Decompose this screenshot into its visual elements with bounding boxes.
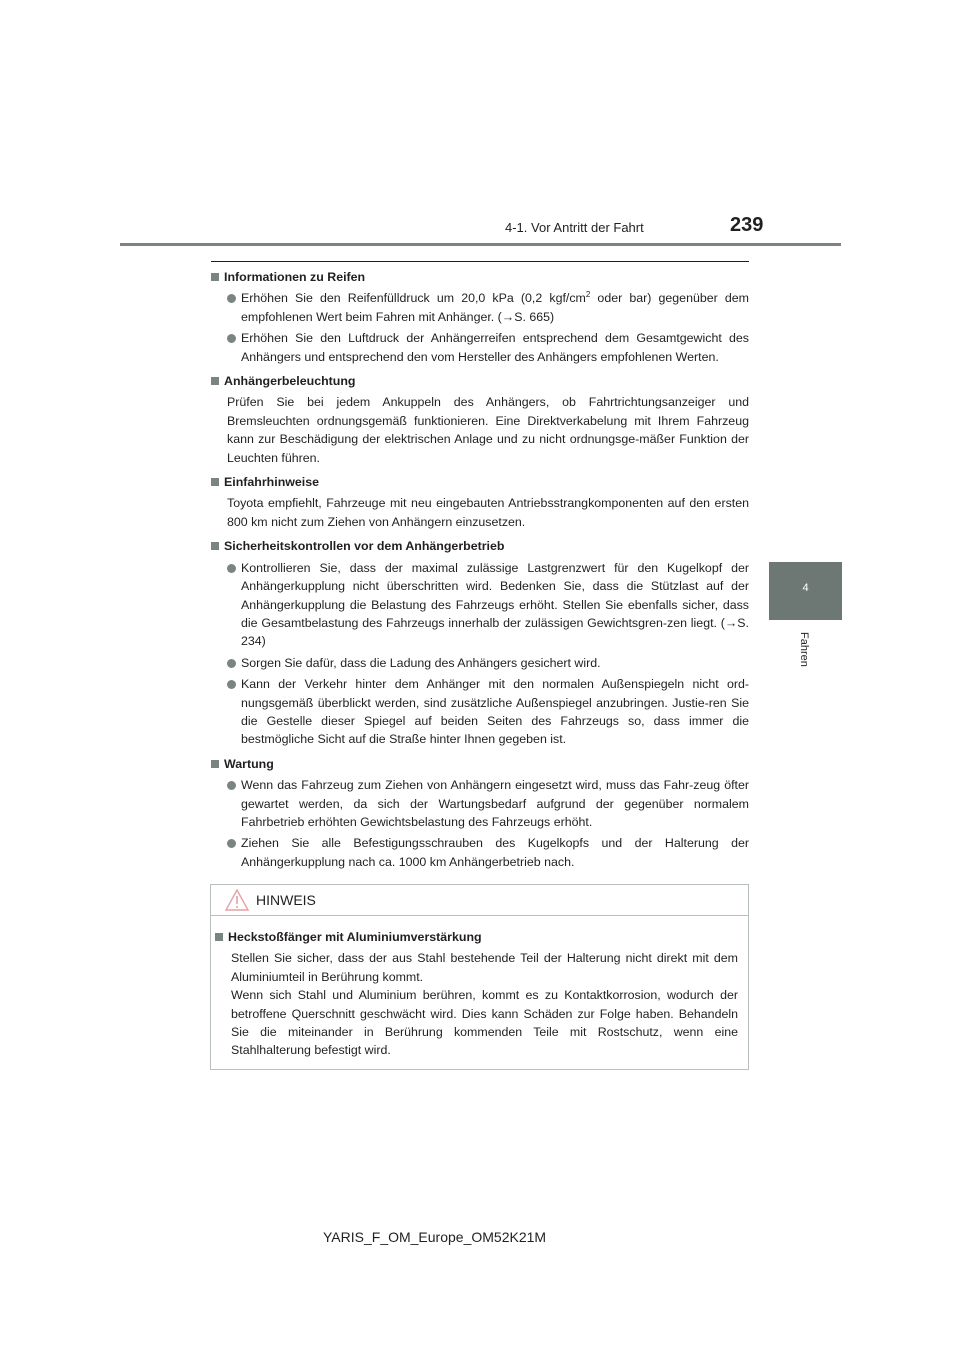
section-beleuchtung: [211, 372, 749, 467]
section-title: Anhängerbeleuchtung: [211, 372, 749, 390]
square-bullet-icon: [211, 478, 219, 486]
section-title: Einfahrhinweise: [211, 473, 749, 491]
notice-text: Stellen Sie sicher, dass der aus Stahl bestehende Teil der Halterung nicht direkt mit dem Aluminiumteil in Berührung kommt. Wenn sich Stahl und Aluminium berühren, kommt es zu Kontaktkorrosion, wodurch der betroffene Querschnitt geschwächt wird. Dies kann Schäden zur Folge haben. Behandeln Sie die miteinander in Berührung kommenden Teile mit Rostschutz, wenn eine Stahlhalterung befestigt wird.: [231, 951, 738, 1058]
list-item: Ziehen Sie alle Befestigungsschrauben des Kugelkopfs und der Halterung der Anhängerkupplung nach ca. 1000 km Anhängerbetrieb nach.: [211, 834, 749, 871]
chapter-tab-number: 4: [802, 582, 809, 594]
warning-triangle-icon: [225, 889, 249, 916]
section-title: Wartung: [211, 755, 749, 773]
notice-title: HINWEIS: [256, 892, 316, 908]
circle-bullet-icon: [227, 781, 236, 790]
section-wartung: [211, 755, 749, 871]
list-item: Erhöhen Sie den Reifenfülldruck um 20,0 kPa (0,2 kgf/$cm^2$ oder bar) gegenüber dem empfohlenen Wert beim Fahren mit Anhänger. (→S. 665): [211, 289, 749, 326]
circle-bullet-icon: [227, 659, 236, 668]
list-item: Kontrollieren Sie, dass der maximal zulässige Lastgrenzwert für den Kugelkopf der Anhängerkupplung nicht überschritten wird. Bedenken Sie, dass die Stützlast auf der Anhängerkupplung die Belastung des Fahrzeugs erhöht. Stellen Sie ebenfalls sicher, dass die Gesamtbelastung des Fahrzeugs innerhalb der zulässigen Gewichtsgren-zen liegt. (→S. 234): [211, 559, 749, 651]
notice-box: [210, 884, 749, 1070]
section-einfahrhinweise: [211, 473, 749, 531]
circle-bullet-icon: [227, 294, 236, 303]
header-rule: [120, 243, 841, 246]
notice-item-title: Heckstoßfänger mit Aluminiumverstärkung: [215, 928, 738, 946]
section-reifen: [211, 268, 749, 366]
square-bullet-icon: [211, 760, 219, 768]
circle-bullet-icon: [227, 564, 236, 573]
section-text: Toyota empfiehlt, Fahrzeuge mit neu eingebauten Antriebsstrangkomponenten auf den ersten 800 km nicht zum Ziehen von Anhängern einzusetzen.: [227, 496, 749, 529]
list-item: Sorgen Sie dafür, dass die Ladung des Anhängers gesichert wird.: [211, 654, 749, 672]
main-content: [211, 268, 749, 877]
chapter-side-label: Fahren: [798, 632, 810, 667]
chapter-tab: [769, 562, 842, 620]
list-item: Kann der Verkehr hinter dem Anhänger mit den normalen Außenspiegeln nicht ord-nungsgemäß überblickt werden, sind zusätzliche Außenspiegel anzubringen. Justie-ren Sie die Gestelle dieser Spiegel auf beiden Seiten des Fahrzeugs so, dass immer die bestmögliche Sicht auf die Straße hinter Ihnen gegeben ist.: [211, 675, 749, 749]
content-top-rule: [211, 261, 749, 262]
list-item: Erhöhen Sie den Luftdruck der Anhängerreifen entsprechend dem Gesamtgewicht des Anhängers und entsprechend den vom Hersteller des Anhängers empfohlenen Werten.: [211, 329, 749, 366]
circle-bullet-icon: [227, 680, 236, 689]
circle-bullet-icon: [227, 839, 236, 848]
square-bullet-icon: [215, 933, 223, 941]
section-title: Sicherheitskontrollen vor dem Anhängerbetrieb: [211, 537, 749, 555]
footer-doc-code: YARIS_F_OM_Europe_OM52K21M: [323, 1229, 547, 1245]
notice-body: [211, 916, 748, 1060]
square-bullet-icon: [211, 273, 219, 281]
section-title: Informationen zu Reifen: [211, 268, 749, 286]
page-header-section: 4-1. Vor Antritt der Fahrt: [505, 220, 644, 235]
list-item: Wenn das Fahrzeug zum Ziehen von Anhängern eingesetzt wird, muss das Fahr-zeug öfter gewartet werden, da sich der Wartungsbedarf aufgrund der gegenüber normalem Fahrbetrieb erhöhten Gewichtsbelastung des Fahrzeugs erhöht.: [211, 776, 749, 831]
page-number: 239: [730, 214, 764, 236]
circle-bullet-icon: [227, 334, 236, 343]
square-bullet-icon: [211, 542, 219, 550]
section-text: Prüfen Sie bei jedem Ankuppeln des Anhängers, ob Fahrtrichtungsanzeiger und Bremsleuchten ordnungsgemäß funktionieren. Eine Direktverkabelung mit Ihrem Fahrzeug kann zur Beschädigung der elektrischen Anlage und zu nicht ordnungsge-mäßer Funktion der Leuchten führen.: [227, 395, 749, 465]
square-bullet-icon: [211, 377, 219, 385]
notice-header: [211, 885, 748, 916]
section-sicherheitskontrollen: [211, 537, 749, 748]
